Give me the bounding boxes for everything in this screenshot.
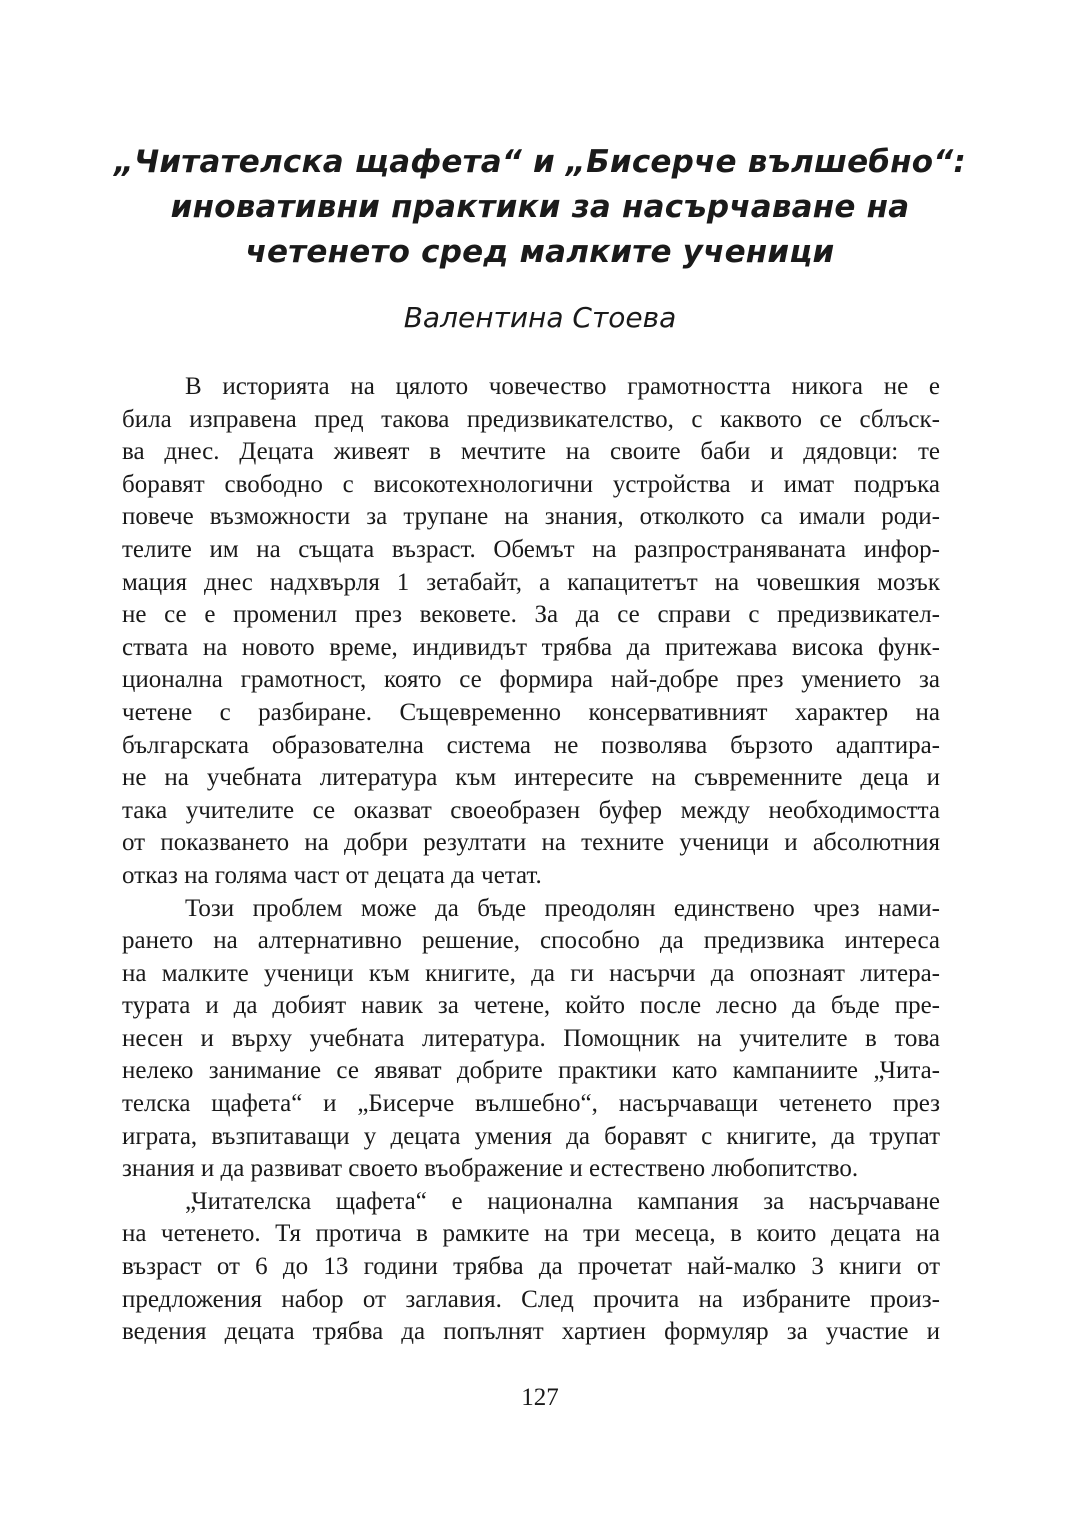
text-line: Този проблем може да бъде преодолян единствено чрез нами- [185,894,940,922]
text-line: мация днес надхвърля 1 зетабайт, а капацитетът на човешкия мозък [122,568,940,596]
text-line: четене с разбиране. Същевременно консервативният характер на [122,698,940,726]
text-line: на малките ученици към книгите, да ги насърчи да опознаят литера- [122,959,940,987]
text-line: предложения набор от заглавия. След прочита на избраните произ- [122,1285,940,1313]
text-line: не на учебната литература към интересите на съвременните деца и [122,764,940,792]
text-line: играта, възпитаващи у децата умения да боравят с книгите, да трупат [122,1122,940,1150]
paragraph [122,893,940,1186]
text-line: повече възможности за трупане на знания, отколкото са имали роди- [122,503,940,531]
text-line: В историята на цялото човечество грамотността никога не е [185,373,940,400]
article-title [100,140,980,275]
text-line: ционална грамотност, която се формира най-добре през умението за [122,666,940,694]
title-line: иновативни практики за насърчаване на [170,189,910,225]
text-line: боравят свободно с високотехнологични устройства и имат подръка [122,470,940,498]
text-line: турата и да добият навик за четене, който после лесно да бъде пре- [122,992,940,1020]
text-line: ва днес. Децата живеят в мечтите на своите баби и дядовци: те [122,438,940,466]
text-line: рането на алтернативно решение, способно да предизвика интереса [122,927,940,955]
text-line: телите им на същата възраст. Обемът на разпространяваната инфор- [122,535,940,563]
article-body [122,371,940,1349]
text-line: „Читателска щафета“ е национална кампания за насърчаване [185,1187,940,1215]
text-line: била изправена пред такова предизвикателство, с каквото се сблъск- [122,405,940,433]
title-line: „Читателска щафета“ и „Бисерче вълшебно“: [113,144,967,180]
text-line: на четенето. Тя протича в рамките на три месеца, в които децата на [122,1220,940,1248]
text-line: от показването на добри резултати на техните ученици и абсолютния [122,829,940,857]
text-line: ведения децата трябва да попълнят хартиен формуляр за участие и [122,1318,940,1346]
title-line: четенето сред малките ученици [245,234,835,270]
text-line: така учителите се оказват своеобразен буфер между необходимостта [122,796,940,824]
page-number: 127 [521,1384,559,1411]
text-line: знания и да развиват своето въображение и естествено любопитство. [122,1155,859,1183]
text-line: не се е променил през вековете. За да се справи с предизвикател- [122,601,940,629]
text-line: телска щафета“ и „Бисерче вълшебно“, насърчаващи четенето през [122,1090,940,1118]
text-line: ствата на новото време, индивидът трябва да притежава висока функ- [122,633,940,661]
paragraph [122,371,940,893]
text-line: възраст от 6 до 13 години трябва да прочетат най-малко 3 книги от [122,1253,940,1281]
text-line: нелеко занимание се явяват добрите практики като кампаниите „Чита- [122,1057,940,1085]
paragraph [122,1186,940,1349]
text-line: българската образователна система не позволява бързото адаптира- [122,731,940,759]
text-line: несен и върху учебната литература. Помощник на учителите в това [122,1024,940,1052]
text-line: отказ на голяма част от децата да четат. [122,861,542,889]
article-author: Валентина Стоева [403,301,677,334]
